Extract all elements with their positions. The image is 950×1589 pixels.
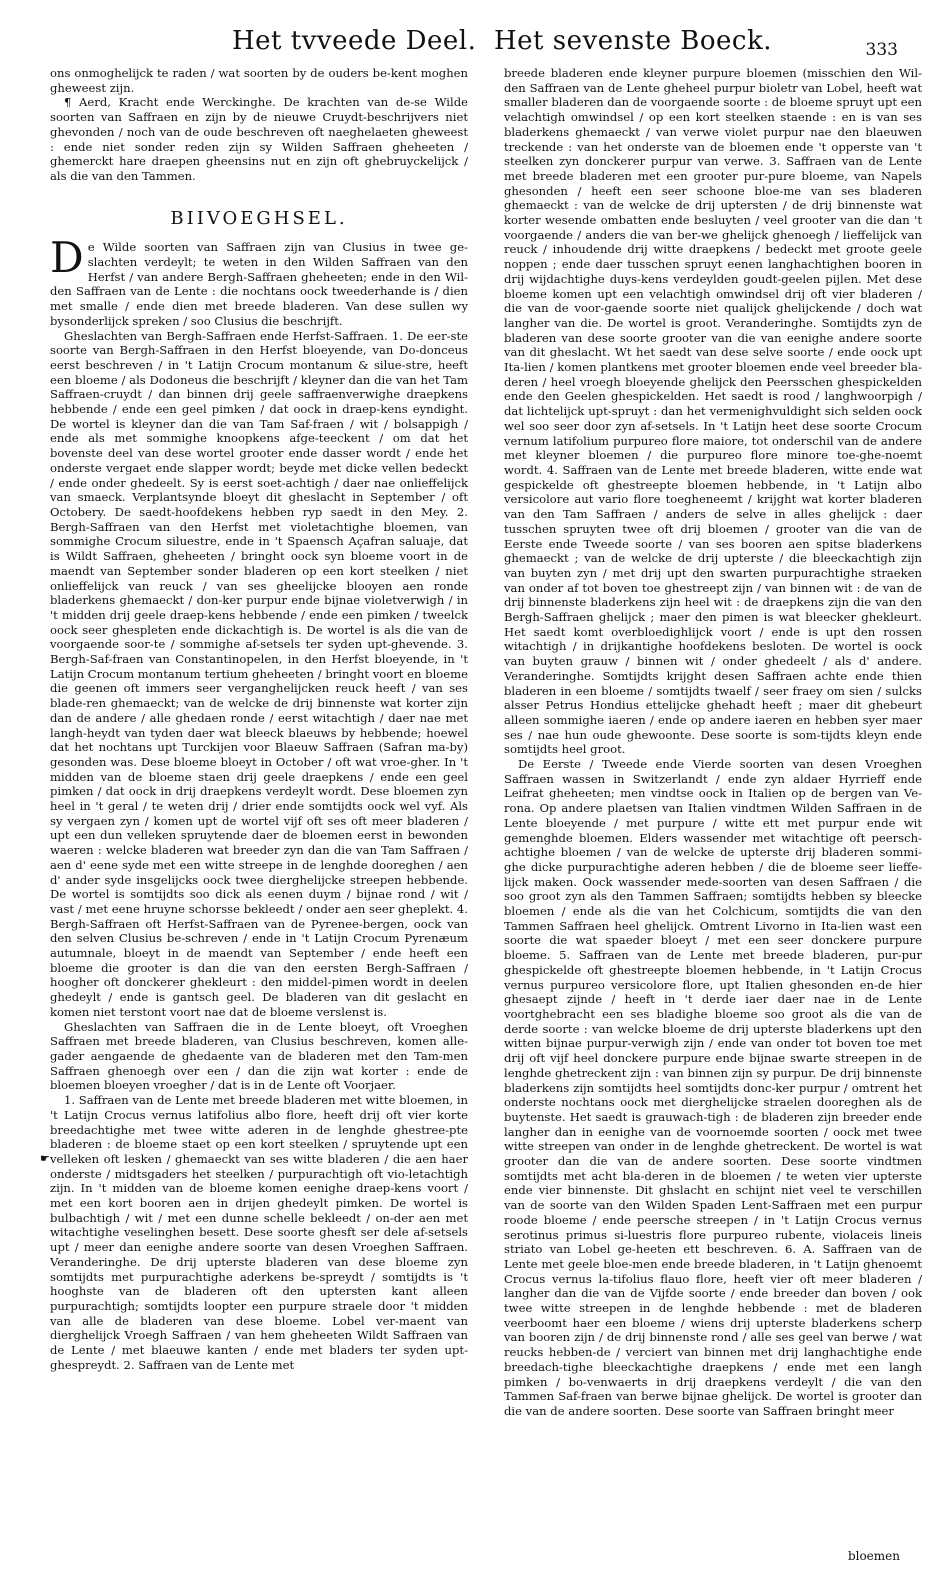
left-body-paragraph-1: De Wilde soorten van Saffraen zijn van Clusius in twee ge-slachten verdeylt; te weten in den Wilden Saffraen van den Herfst / van andere Bergh-Saffraen gheheeten; ende in den Wil-den Saffraen van de Lente : die nochtans oock tweederhande is / dien met smalle / ende dien met breede bladeren. Van dese sullen wy bysonderlijck spreken / soo Clusius die beschrijft.: [50, 233, 468, 328]
catchword: bloemen: [847, 1549, 900, 1563]
left-column: [50, 66, 468, 1546]
left-intro-paragraph-2: ¶ Aerd, Kracht ende Werckinghe. De krachten van de-se Wilde soorten van Saffraen en zijn by de nieuwe Cruydt-beschrijvers niet ghevonden / noch van de oude beschreven oft naeghelaeten gheweest : ende niet sonder reden zijn sy Wilden Saffraen gheheeten / ghemerckt hare draepen gheensins nut en zijn oft ghebruyckelijck / als die van den Tammen.: [50, 95, 468, 183]
left-body-paragraph-2: Gheslachten van Bergh-Saffraen ende Herfst-Saffraen. 1. De eer-ste soorte van Bergh-Saffraen in den Herfst bloeyende, van Do-donceus eerst beschreven / in 't Latijn Crocum montanum & silue-stre, heeft een bloeme / als Dodoneus die beschrijft / kleyner dan die van het Tam Saffraen-cruydt / dan binnen drij geele saffraenverwighe draepkens hebbende / ende een geel pimken / dat oock in draep-kens eyndight. De wortel is kleyner dan die van Tam Saf-fraen / wit / bolsappigh / ende als met sommighe knoopkens afge-teeckent / om dat het bovenste deel van dese wortel grooter ende dasser wordt / ende het onderste vergaet ende slapper wordt; beyde met dicke vellen bedeckt / ende onder ghedeelt. Sy is eerst soet-achtigh / daer nae onlieffelijck van smaeck. Verplantsynde bloeyt dit gheslacht in September / oft Octobery. De saedt-hoofdekens hebben ryp saedt in den Mey. 2. Bergh-Saffraen van den Herfst met violetachtighe bloemen, van sommighe Crocum siluestre, ende in 't Spaensch Açafran saluaje, dat is Wildt Saffraen, gheheeten / bringht oock syn bloeme voort in de maendt van September sonder bladeren op een kort steelken / niet onlieffelijck van reuck / van ses gheelijcke blooyen aen ronde bladerkens ghemaeckt / don-ker purpur ende bijnae violetverwigh / in 't midden drij geele draep-kens hebbende / ende een pimken / tweelck oock seer ghespleten ende dickachtigh is. De wortel is als die van de voorgaende soor-te / sommighe af-setsels ter syden upt-ghevende. 3. Bergh-Saf-fraen van Constantinopelen, in den Herfst bloeyende, in 't Latijn Crocum montanum tertium gheheeten / bringht voort en bloeme die geenen oft immers seer verganghelijcken reuck heeft / van ses blade-ren ghemaeckt; van de welcke de drij binnenste wat korter zijn dan de andere / alle ghedaen ronde / eerst witachtigh / daer nae met langh-heydt van tyden daer wat bleeck blaeuws by hebbende; hoewel dat het nochtans upt Turckijen voor Blaeuw Saffraen (Safran ma-by) gesonden was. Dese bloeme bloeyt in October / oft wat vroe-gher. In 't midden van de bloeme staen drij geele draepkens / ende een geel pimken / dat oock in drij draepkens verdeylt wordt. Dese bloemen zyn heel in 't geral / te weten drij / drier ende somtijdts oock wel vyf. Als sy vergaen zyn / komen upt de wortel vijf oft ses oft meer bladeren / upt een dun velleken spruytende daer de bloemen eerst in bewonden waeren : welcke bladeren wat breeder zyn dan die van Tam Saffraen / aen d' eene syde met een witte streepe in de lenghde dooreghen / aen d' ander syde insgelijcks oock twee dierghelijcke streepen hebbende. De wortel is somtijdts soo dick als eenen duym / bijnae rond / wit / vast / met eene hruyne schorsse bekleedt / onder aen seer gheplekt. 4. Bergh-Saffraen oft Herfst-Saffraen van de Pyrenee-bergen, oock van den selven Clusius be-schreven / ende in 't Latijn Crocum Pyrenæum autumnale, bloeyt in de maendt van September / ende heeft een bloeme die grooter is dan die van den eersten Bergh-Saffraen / hoogher oft donckerer ghekleurt : den middel-pimen wordt in deelen ghedeylt / ende is gantsch geel. De bladeren van dit geslacht en komen niet terstont voort nae dat de bloeme verslenst is.: [50, 328, 468, 1019]
right-paragraph-1: breede bladeren ende kleyner purpure bloemen (misschien den Wil-den Saffraen van de Lente gheheel purpur bioletr van Lobel, heeft wat smaller bladeren dan de voorgaende soorte : de bloeme spruyt upt een velachtigh omwindsel / op een kort steelken staende : en is van ses bladerkens ghemaeckt / van verwe violet purpur nae den blaeuwen treckende : van het onderste van de bloemen ende 't opperste van 't steelken zyn donckerer purpur van verwe. 3. Saffraen van de Lente met breede bladeren met een grooter pur-pure bloeme, van Napels ghesonden / heeft een seer schoone bloe-me van ses bladeren ghemaeckt : van de welcke de drij uptersten / de drij binnenste wat korter wesende ombatten ende besluyten / veel grooter van die dan 't voorgaende / anders die van ber-we ghelijck ghenoegh / lieffelijck van reuck / inhoudende drij witte draepkens / bedeckt met groote geele noppen ; ende daer tusschen spruyt eenen langhachtighen booren in drij wijdachtighe duys-kens verdeylden goudt-geelen pijlen. Met dese bloeme komen upt een velachtigh omwindsel drij oft vier bladeren / die van de voor-gaende soorte niet qualijck ghelijckende / doch wat langher van die. De wortel is groot. Veranderinghe. Somtijdts zyn de bladeren van dese soorte grooter van die van eenighe andere soorte van dit gheslacht. Wt het saedt van dese selve soorte / ende oock upt Ita-lien / komen plantkens met grooter bloemen ende veel breeder bla-deren / heel vroegh bloeyende ghelijck den Peersschen ghespickelden ende den Geelen ghespickelden. Het saedt is rood / langhwoorpigh / dat lichtelijck upt-spruyt : dan het vermenighvuldight sich selden oock wel soo seer door zyn af-setsels. In 't Latijn heet dese soorte Crocum vernum latifolium purpureo flore maiore, tot onderschil van de andere met kleyner bloemen / die purpureo flore minore toe-ghe-noemt wordt. 4. Saffraen van de Lente met breede bladeren, witte ende wat gespickelde oft ghestreepte bloemen hebbende, in 't Latijn albo versicolore aut vario flore toegheneemt / krijght wat korter bladeren van den Tam Saffraen / anders de selve in alles ghelijck : daer tusschen spruyten twee oft drij bloemen / grooter van die van de Eerste ende Tweede soorte / van ses booren aen spitse bladerkens ghemaeckt ; van de welcke de drij upterste / die bleeckachtigh zijn van buyten zyn / met drij upt den swarten purpurachtighe straeken van onder af tot boven toe ghestreept zijn / van binnen wit : de van de drij binnenste bladerkens zijn heel wit : de draepkens zijn die van den Bergh-Saffraen ghelijck ; maer den pimen is wat bleecker ghekleurt. Het saedt komt overbloedighlijck voort / ende is upt den rossen witachtigh / in drijkantighe hoofdekens besloten. De wortel is oock van buyten grauw / binnen wit / onder ghedeelt / als d' andere. Veranderinghe. Somtijdts krijght desen Saffraen achte ende thien bladeren in een bloeme / somtijdts twaelf / seer fraey om sien / sulcks alsser Petrus Hondius ettelijcke ghehadt heeft ; maer dit ghebeurt alleen sommighe iaeren / ende op andere iaeren en hebben syer maer ses / nae hun oude ghewoonte. Dese soorte is som-tijdts kleyn ende somtijdts heel groot.: [504, 66, 922, 757]
running-head-left: Het tvveede Deel.: [232, 26, 477, 56]
left-intro-paragraph-1: ons onmoghelijck te raden / wat soorten by de ouders be-kent moghen gheweest zijn.: [50, 66, 468, 95]
right-paragraph-2: De Eerste / Tweede ende Vierde soorten van desen Vroeghen Saffraen wassen in Switzerlandt / ende zyn aldaer Hyrrieff ende Leifrat gheheeten; men vindtse oock in Italien op de bergen van Ve-rona. Op andere plaetsen van Italien vindtmen Wilden Saffraen in de Lente bloeyende / met purpure / witte ett met purpur ende wit gemenghde bloemen. Elders wassender met witachtige oft peersch-achtighe bloemen / van de welcke de upterste drij bladeren sommi-ghe dicke purpurachtighe aderen hebben / die de bloeme seer lieffe-lijck maken. Oock wassender mede-soorten van desen Saffraen / die soo groot zyn als den Tammen Saffraen; somtijdts hebben sy bleecke bloemen / ende als die van het Colchicum, somtijdts die van den Tammen Saffraen heel ghelijck. Omtrent Livorno in Ita-lien wast een soorte die wat spaeder bloeyt / met een seer donckere purpure bloeme. 5. Saffraen van de Lente met breede bladeren, pur-pur ghespickelde oft ghestreepte bloemen hebbende, in 't Latijn Crocus vernus purpureo versicolore flore, upt Italien ghesonden en-de hier ghesaept zijnde / heeft in 't derde iaer daer nae in de Lente voortghebracht een ses bladighe bloeme soo groot als die van de derde soorte : van welcke bloeme de drij upterste bladerkens upt den witten bijnae purpur-verwigh zijn / ende van onder tot boven toe met drij oft vijf heel donckere purpure ende bijnae swarte streepen in de lenghde ghetreckent zijn : van binnen zijn sy purpur. De drij binnenste bladerkens zijn somtijdts heel somtijdts donc-ker purpur / omtrent het onderste nochtans oock met dierghelijcke straelen dooreghen als de buytenste. Het saedt is grauwach-tigh : de bladeren zijn breeder ende langher dan in eenighe van de voornoemde soorten / oock met twee witte streepen van onder in de lenghde ghetreckent. De wortel is wat grooter dan die van de andere soorten. Dese soorte vindtmen somtijdts met acht bla-deren in de bloemen / te weten vier upterste ende vier binnenste. Dit ghslacht en schijnt niet veel te verschillen van de soorte van den Wilden Spaden Lent-Saffraen met een purpur roode bloeme / ende peersche streepen / in 't Latijn Crocus vernus serotinus primus si-luestris flore purpureo rubente, violaceis lineis striato van Lobel ge-heeten ett beschreven. 6. A. Saffraen van de Lente met geele bloe-men ende breede bladeren, in 't Latijn ghenoemt Crocus vernus la-tifolius flauo flore, heeft vier oft meer bladeren / langher dan die van de Vijfde soorte / ende breeder dan boven / ook twee witte streepen in de lenghde hebbende : met de bladeren veerboomt haer een bloeme / wiens drij upterste bladerkens scherp van booren zijn / de drij binnenste rond / alle ses geel van berwe / wat reucks hebben-de / verciert van binnen met drij langhachtighe ende breedach-tighe bleeckachtighe draepkens / ende met een langh pimken / bo-venwaerts in drij draepkens verdeylt / die van den Tammen Saf-fraen van berwe bijnae ghelijck. De wortel is grooter dan die van de andere soorten. Dese soorte van Saffraen bringht meer: [504, 757, 922, 1418]
running-head: [0, 16, 950, 60]
margin-hand-marker: ☛: [40, 1152, 50, 1165]
page-number: 333: [865, 40, 898, 60]
section-title: BIIVOEGHSEL.: [170, 207, 348, 229]
left-body-paragraph-4: 1. Saffraen van de Lente met breede bladeren met witte bloemen, in 't Latijn Crocus vernus latifolius albo flore, heeft drij oft vier korte breedachtighe met twee witte aderen in de lenghde ghestree-pte bladeren : de bloeme staet op een kort steelken / spruytende upt een velleken oft lesken / ghemaeckt van ses witte bladeren / die aen haer onderste / midtsgaders het steelken / purpurachtigh oft vio-letachtigh zijn. In 't midden van de bloeme komen eenighe draep-kens voort / met een kort booren aen in drijen ghedeylt pimken. De wortel is bulbachtigh / wit / met een dunne schelle bekleedt / on-der aen met witachtighe veselinghen besett. Dese soorte ghesft ser dele af-setsels upt / meer dan eenighe andere soorte van desen Vroeghen Saffraen. Veranderinghe. De drij upterste bladeren van dese bloeme zyn somtijdts met purpurachtighe aderkens be-spreydt / somtijdts is 't hooghste van de bladeren oft den uptersten kant alleen purpurachtigh; somtijdts loopter een purpure straele door 't midden van alle de bladeren van dese bloeme. Lobel ver-maent van dierghelijck Vroegh Saffraen / van hem gheheeten Wildt Saffraen van de Lente / met blaeuwe kanten / ende met bladers ter syden upt-ghespreydt. 2. Saffraen van de Lente met: [50, 1093, 468, 1372]
left-body-paragraph-3: Gheslachten van Saffraen die in de Lente bloeyt, oft Vroeghen Saffraen met breede bladeren, van Clusius beschreven, komen alle-gader aengaende de ghedaente van de bladeren met den Tam-men Saffraen ghenoegh over een / dan die zijn wat korter : ende de bloemen bloeyen vroegher / dat is in de Lente oft Voorjaer.: [50, 1019, 468, 1093]
running-head-right: Het sevenste Boeck.: [494, 26, 772, 56]
right-column: [504, 66, 922, 1546]
